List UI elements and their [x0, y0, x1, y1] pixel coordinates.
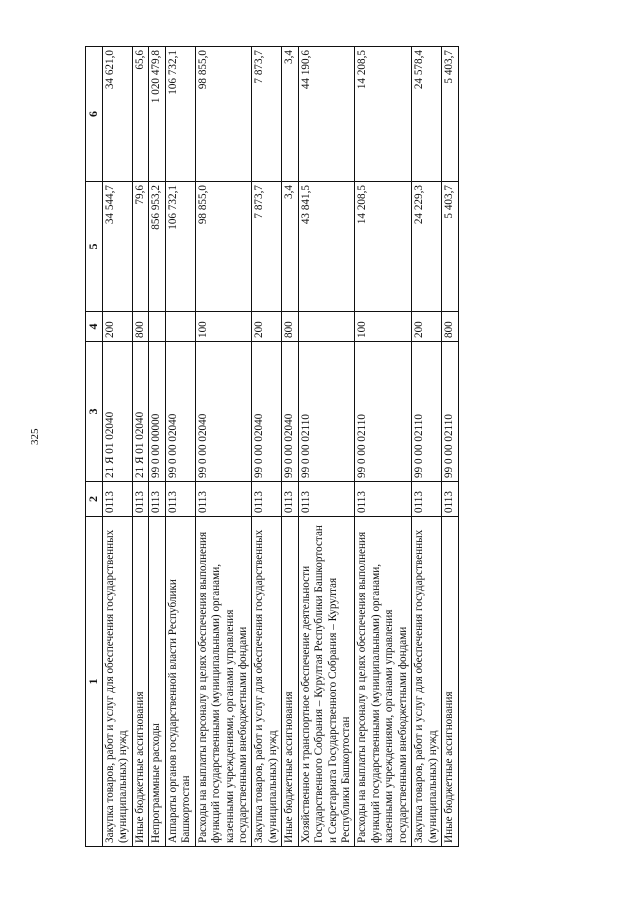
rotated-budget-table-container — [85, 47, 567, 847]
table-row — [149, 47, 165, 847]
expense-type-code: 100 — [355, 312, 412, 342]
page-number: 325 — [29, 428, 41, 445]
expense-name: Расходы на выплаты персоналу в целях обеспечения выполнения функций государственными (муниципальными) органами, казенными учреждениями, органами управления государственными внебюджетными фондами — [355, 517, 412, 847]
expense-name: Хозяйственное и транспортное обеспечение деятельности Государственного Собрания – Курултая Республики Башкортостан и Секретариата Государственного Собрания – Курултая Республики Башкортостан — [298, 517, 355, 847]
amount-col-5: 856 953,2 — [149, 182, 165, 312]
amount-col-5: 98 855,0 — [195, 182, 252, 312]
target-article-code: 99 0 00 02040 — [165, 342, 195, 482]
section-code: 0113 — [195, 482, 252, 517]
expense-type-code: 800 — [282, 312, 298, 342]
expense-name: Аппараты органов государственной власти Республики Башкортостан — [165, 517, 195, 847]
expense-type-code: 100 — [195, 312, 252, 342]
section-code: 0113 — [442, 482, 458, 517]
table-row — [165, 47, 195, 847]
target-article-code: 99 0 00 02040 — [195, 342, 252, 482]
expense-type-code: 800 — [442, 312, 458, 342]
target-article-code: 99 0 00 02040 — [282, 342, 298, 482]
table-row — [355, 47, 412, 847]
amount-col-5: 14 208,5 — [355, 182, 412, 312]
amount-col-6: 65,6 — [132, 47, 148, 182]
expense-name: Иные бюджетные ассигнования — [132, 517, 148, 847]
amount-col-6: 5 403,7 — [442, 47, 458, 182]
header-col-2: 2 — [86, 482, 103, 517]
expense-type-code: 200 — [412, 312, 442, 342]
header-row — [86, 47, 103, 847]
section-code: 0113 — [103, 482, 133, 517]
expense-name: Закупка товаров, работ и услуг для обеспечения государственных (муниципальных) нужд — [252, 517, 282, 847]
expense-type-code — [165, 312, 195, 342]
table-row — [412, 47, 442, 847]
section-code: 0113 — [132, 482, 148, 517]
table-row — [252, 47, 282, 847]
expense-name: Закупка товаров, работ и услуг для обеспечения государственных (муниципальных) нужд — [103, 517, 133, 847]
target-article-code: 21 Я 01 02040 — [103, 342, 133, 482]
amount-col-5: 106 732,1 — [165, 182, 195, 312]
header-col-5: 5 — [86, 182, 103, 312]
expense-type-code — [298, 312, 355, 342]
section-code: 0113 — [282, 482, 298, 517]
table-row — [132, 47, 148, 847]
expense-type-code: 200 — [252, 312, 282, 342]
amount-col-6: 44 190,6 — [298, 47, 355, 182]
amount-col-5: 24 229,3 — [412, 182, 442, 312]
target-article-code: 99 0 00 02040 — [252, 342, 282, 482]
target-article-code: 21 Я 01 02040 — [132, 342, 148, 482]
amount-col-6: 24 578,4 — [412, 47, 442, 182]
expense-name: Иные бюджетные ассигнования — [442, 517, 458, 847]
target-article-code: 99 0 00 02110 — [298, 342, 355, 482]
expense-name: Расходы на выплаты персоналу в целях обеспечения выполнения функций государственными (муниципальными) органами, казенными учреждениями, органами управления государственными внебюджетными фондами — [195, 517, 252, 847]
amount-col-6: 14 208,5 — [355, 47, 412, 182]
amount-col-5: 7 873,7 — [252, 182, 282, 312]
expense-type-code: 800 — [132, 312, 148, 342]
target-article-code: 99 0 00 00000 — [149, 342, 165, 482]
header-col-3: 3 — [86, 342, 103, 482]
section-code: 0113 — [165, 482, 195, 517]
amount-col-6: 3,4 — [282, 47, 298, 182]
section-code: 0113 — [355, 482, 412, 517]
table-row — [103, 47, 133, 847]
budget-table — [85, 46, 459, 847]
amount-col-5: 3,4 — [282, 182, 298, 312]
amount-col-5: 43 841,5 — [298, 182, 355, 312]
header-col-6: 6 — [86, 47, 103, 182]
amount-col-5: 34 544,7 — [103, 182, 133, 312]
section-code: 0113 — [298, 482, 355, 517]
amount-col-5: 79,6 — [132, 182, 148, 312]
amount-col-6: 98 855,0 — [195, 47, 252, 182]
amount-col-6: 34 621,0 — [103, 47, 133, 182]
table-row — [195, 47, 252, 847]
table-header — [86, 47, 103, 847]
expense-name: Иные бюджетные ассигнования — [282, 517, 298, 847]
target-article-code: 99 0 00 02110 — [412, 342, 442, 482]
amount-col-6: 106 732,1 — [165, 47, 195, 182]
amount-col-6: 7 873,7 — [252, 47, 282, 182]
section-code: 0113 — [412, 482, 442, 517]
expense-type-code — [149, 312, 165, 342]
header-col-4: 4 — [86, 312, 103, 342]
expense-type-code: 200 — [103, 312, 133, 342]
section-code: 0113 — [149, 482, 165, 517]
table-body — [103, 47, 459, 847]
expense-name: Закупка товаров, работ и услуг для обеспечения государственных (муниципальных) нужд — [412, 517, 442, 847]
header-col-1: 1 — [86, 517, 103, 847]
amount-col-6: 1 020 479,8 — [149, 47, 165, 182]
target-article-code: 99 0 00 02110 — [442, 342, 458, 482]
table-row — [442, 47, 458, 847]
amount-col-5: 5 403,7 — [442, 182, 458, 312]
expense-name: Непрограммные расходы — [149, 517, 165, 847]
target-article-code: 99 0 00 02110 — [355, 342, 412, 482]
section-code: 0113 — [252, 482, 282, 517]
table-row — [298, 47, 355, 847]
table-row — [282, 47, 298, 847]
